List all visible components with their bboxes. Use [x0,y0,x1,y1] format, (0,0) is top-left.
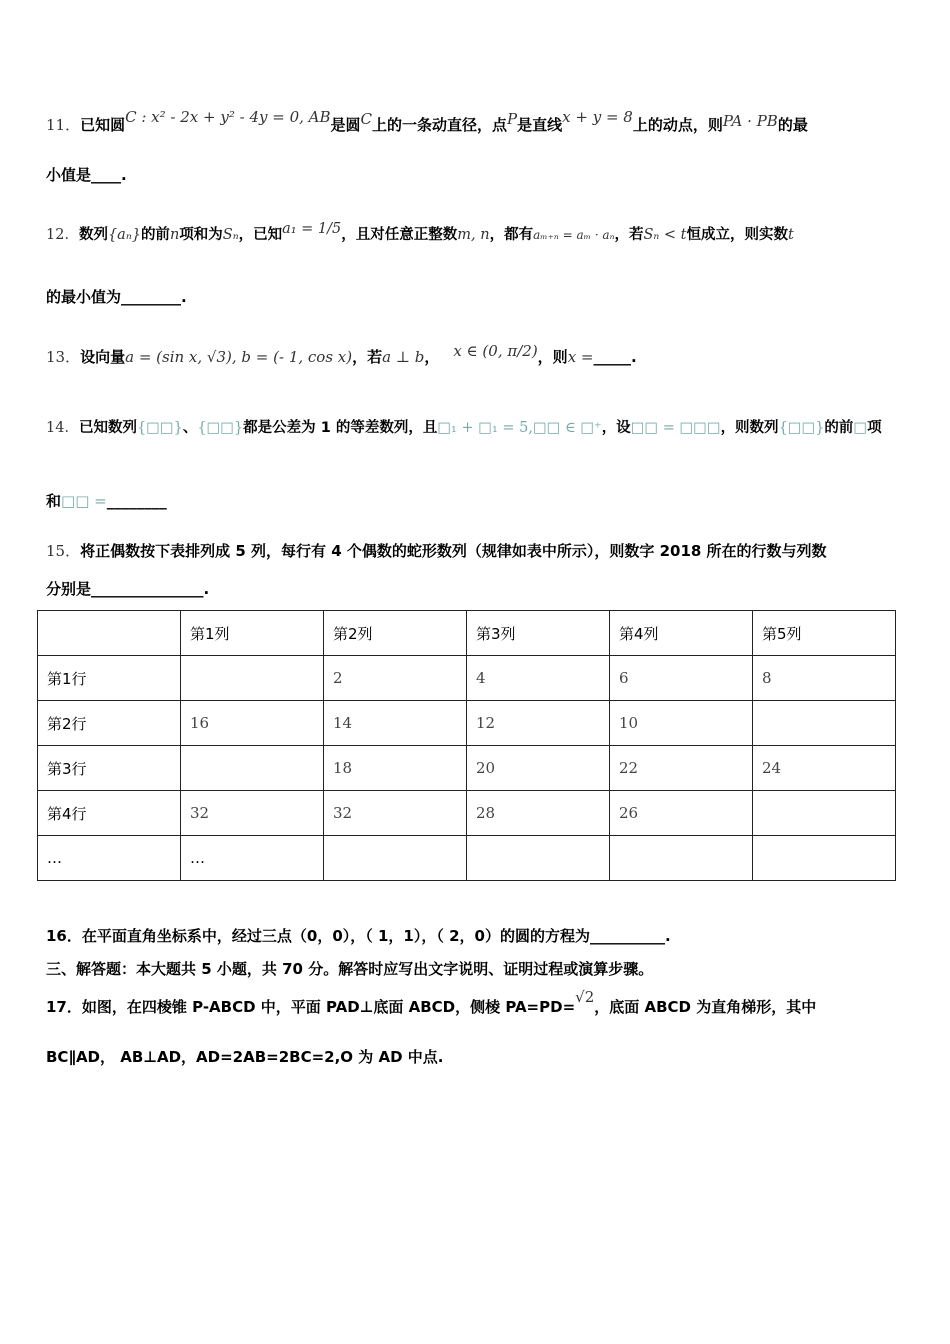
text: 是直线 [517,116,563,134]
text: 17．如图，在四棱锥 P-ABCD 中，平面 PAD⊥底面 ABCD，侧棱 PA=PD= [46,998,576,1016]
table-cell [181,656,324,701]
text: ，都有 [489,227,534,243]
table-cell: 24 [753,746,896,791]
math: Sₙ < t [643,227,687,243]
question-14 [46,416,882,437]
table-row [38,791,896,836]
question-15-line2: 分别是_______________. [46,580,210,598]
question-15 [46,540,827,561]
header-cell [38,611,181,656]
text: ，底面 ABCD 为直角梯形，其中 [594,998,817,1016]
header-cell: 第4列 [610,611,753,656]
header-cell: 第1列 [181,611,324,656]
question-16: 16．在平面直角坐标系中，经过三点（0，0），（ 1，1），（ 2，0）的圆的方程为__________. [46,927,671,945]
header-cell: 第2列 [324,611,467,656]
table-row [38,836,896,881]
text: ，已知 [238,227,283,243]
table-header-row [38,611,896,656]
math: {□□} [197,420,244,436]
table-cell: 18 [324,746,467,791]
question-12 [46,223,794,244]
text: 已知数列 [78,420,137,436]
text: ，设 [601,420,631,436]
table-cell: 2 [324,656,467,701]
table-cell: 4 [467,656,610,701]
q-number: 11． [46,116,81,134]
math: t [787,227,794,243]
math: □ [853,420,868,436]
text: 都是公差为 1 的等差数列，且 [243,420,438,436]
math: Sₙ [222,227,239,243]
text: 将正偶数按下表排列成 5 列，每行有 4 个偶数的蛇形数列（规律如表中所示），则数字 2018 所在的行数与列数 [80,542,827,560]
table-cell: 8 [753,656,896,701]
q-number: 12． [46,227,79,243]
math: C : x² - 2x + y² - 4y = 0, AB [125,108,331,126]
row-label-cell: 第4行 [38,791,181,836]
q-number: 14． [46,420,79,436]
table-cell: 32 [324,791,467,836]
text: 项 [867,420,882,436]
table-cell: 12 [467,701,610,746]
math: □□ ∈ □⁺ [532,420,602,436]
math: □₁ + □₁ = 5, [437,420,533,436]
math: aₘ₊ₙ = aₘ · aₙ [533,228,615,242]
header-cell: 第3列 [467,611,610,656]
question-11-line2: 小值是____. [46,166,127,184]
text: 的前 [824,420,854,436]
table-row [38,701,896,746]
math: x ∈ (0, π/2) [453,342,538,360]
text: ，则 [537,348,568,366]
math: √2 [575,988,595,1006]
text: 和 [46,492,62,510]
question-12-line2: 的最小值为________. [46,288,187,306]
section-3-heading: 三、解答题：本大题共 5 小题，共 70 分。解答时应写出文字说明、证明过程或演算步骤。 [46,960,654,978]
table-cell: 6 [610,656,753,701]
question-17-line2: BC∥AD， AB⊥AD，AD=2AB=2BC=2,O 为 AD 中点. [46,1048,444,1066]
row-label-cell: 第3行 [38,746,181,791]
math: PA · PB [722,112,778,130]
text: 项和为 [179,227,223,243]
text: 的前 [140,227,170,243]
text: ，若 [352,348,383,366]
math: a = (sin x, √3), b = (- 1, cos x) [125,348,353,366]
table-cell [324,836,467,881]
table-cell: 26 [610,791,753,836]
math: C [360,110,373,128]
text: 上的动点，则 [632,116,723,134]
math: □□ = □□□ [630,420,721,436]
table-cell: 14 [324,701,467,746]
table-cell: 16 [181,701,324,746]
row-label-cell: … [38,836,181,881]
table-cell [467,836,610,881]
table-cell [610,836,753,881]
text: 设向量 [80,348,126,366]
math: a₁ = 1/5 [282,221,342,237]
row-label-cell: 第2行 [38,701,181,746]
question-14-line2 [46,490,167,511]
text: 已知圆 [80,116,126,134]
text: ，则数列 [720,420,779,436]
math: □□ = [61,492,107,510]
q-number: 15． [46,542,81,560]
math: {□□} [136,420,183,436]
math: {□□} [778,420,825,436]
table-cell: 32 [181,791,324,836]
q-number: 13． [46,348,81,366]
table-cell: 22 [610,746,753,791]
math: x = [567,348,594,366]
table-cell [753,836,896,881]
text: 是圆 [330,116,361,134]
text: ，且对任意正整数 [341,227,458,243]
text: 、 [182,420,198,436]
math: m, n [457,227,490,243]
math: P [507,110,518,128]
table-cell: … [181,836,324,881]
table-cell: 20 [467,746,610,791]
text: 数列 [78,227,108,243]
text: 恒成立，则实数 [686,227,788,243]
table-cell: 28 [467,791,610,836]
header-cell: 第5列 [753,611,896,656]
math: x + y = 8 [562,108,633,126]
row-label-cell: 第1行 [38,656,181,701]
question-11 [46,108,808,135]
math: {aₙ} [107,227,141,243]
table-row [38,746,896,791]
snake-number-table [37,610,896,881]
table-cell [181,746,324,791]
text: 上的一条动直径，点 [372,116,508,134]
table-row [38,656,896,701]
math: a ⊥ b [382,348,425,366]
answer-blank: ________ [106,492,167,510]
text: ， [424,348,440,366]
text: 的最 [777,116,808,134]
answer-blank: _____. [593,348,637,366]
table-cell [753,701,896,746]
math: n [169,227,180,243]
table-cell [753,791,896,836]
question-17 [46,988,817,1017]
table-cell: 10 [610,701,753,746]
text: ，若 [614,227,644,243]
question-13 [46,342,637,367]
